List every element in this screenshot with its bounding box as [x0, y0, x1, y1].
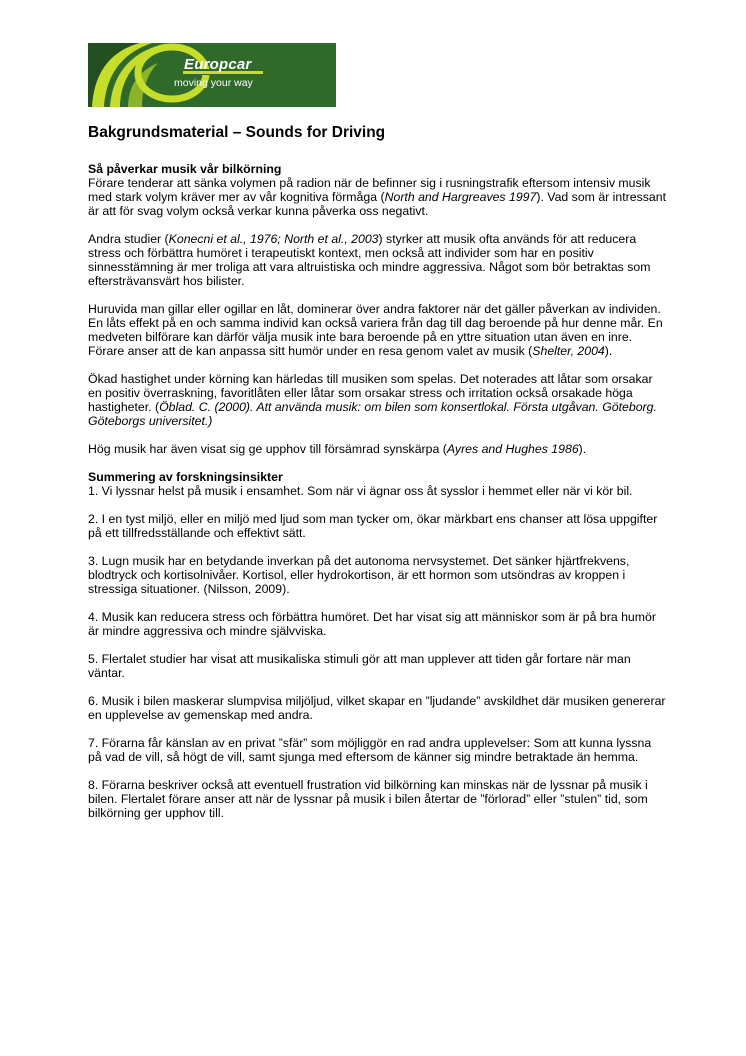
europcar-logo [88, 43, 336, 107]
citation: Ayres and Hughes 1986 [446, 442, 579, 456]
paragraph-5: Hög musik har även visat sig ge upphov till försämrad synskärpa (Ayres and Hughes 1986). [88, 442, 587, 456]
citation: North and Hargreaves 1997 [384, 190, 537, 204]
citation: Shelter, 2004 [532, 344, 605, 358]
logo-brand-text: Europcar [184, 56, 252, 73]
summary-item-8: 8. Förarna beskriver också att eventuell frustration vid bilkörning kan minskas när de lyssnar på musik i bilen. Flertalet förare anser att när de lyssnar på musik i bilen återtar de ”förlorad” eller ”stulen” tid, som bilkörning ger upphov till. [88, 778, 648, 820]
summary-item-6: 6. Musik i bilen maskerar slumpvisa miljöljud, vilket skapar en ”ljudande” avskildhet där musiken genererar en upplevelse av gemenskap med andra. [88, 694, 666, 722]
logo-swoosh-icon [88, 43, 336, 107]
summary-item-3: 3. Lugn musik har en betydande inverkan på det autonoma nervsystemet. Det sänker hjärtfrekvens, blodtryck och kortisolnivåer. Kortisol, eller hydrokortison, är ett hormon som utsöndras av kroppen i stressiga situationer. (Nilsson, 2009). [88, 554, 630, 596]
citation: Öblad. C. (2000). Att använda musik: om bilen som konsertlokal. Första utgåvan. Göteborg. Göteborgs universitet.) [88, 400, 657, 428]
summary-item-2: 2. I en tyst miljö, eller en miljö med ljud som man tycker om, ökar märkbart ens chanser att lösa uppgifter på ett tillfredsställande och effektivt sätt. [88, 512, 658, 540]
summary-item-5: 5. Flertalet studier har visat att musikaliska stimuli gör att man upplever att tiden går fortare när man väntar. [88, 652, 631, 680]
summary-item-1: 1. Vi lyssnar helst på musik i ensamhet. Som när vi ägnar oss åt sysslor i hemmet eller när vi kör bil. [88, 484, 633, 498]
page-title: Bakgrundsmaterial – Sounds for Driving [88, 124, 386, 141]
section-heading-effects: Så påverkar musik vår bilkörning [88, 162, 282, 176]
paragraph-1: Förare tenderar att sänka volymen på radion när de befinner sig i rusningstrafik eftersom intensiv musik med stark volym kräver mer av vår kognitiva förmåga (North and Hargreaves 1997). Vad som är intressant är att för svag volym också verkar kunna påverka oss negativt. [88, 176, 666, 218]
summary-item-4: 4. Musik kan reducera stress och förbättra humöret. Det har visat sig att människor som är på bra humör är mindre aggressiva och mindre självviska. [88, 610, 656, 638]
paragraph-3: Huruvida man gillar eller ogillar en låt, dominerar över andra faktorer när det gäller påverkan av individen. En låts effekt på en och samma individ kan också variera från dag till dag beroende på hur denne mår. En medveten bilförare kan därför välja musik inte bara beroende på en yttre situation utan även en inre. Förare anser att de kan anpassa sitt humör under en resa genom valet av musik (Shelter, 2004). [88, 302, 663, 358]
paragraph-2: Andra studier (Konecni et al., 1976; North et al., 2003) styrker att musik ofta används för att reducera stress och förbättra humöret i terapeutiskt kontext, men också att individer som har en positiv sinnesstämning är mer troliga att vara altruistiska och mindre aggressiva. Något som bör betraktas som eftersträvansvärt hos bilister. [88, 232, 651, 288]
logo-tagline: moving your way [174, 77, 253, 89]
document-body [88, 162, 668, 834]
citation: Konecni et al., 1976; North et al., 2003 [168, 232, 379, 246]
section-heading-summary: Summering av forskningsinsikter [88, 470, 283, 484]
paragraph-4: Ökad hastighet under körning kan härledas till musiken som spelas. Det noterades att låtar som orsakar en positiv överraskning, favoritlåten eller låtar som orsakar stress och irritation också orsakade höga hastigheter. (Öblad. C. (2000). Att använda musik: om bilen som konsertlokal. Första utgåvan. Göteborg. Göteborgs universitet.) [88, 372, 657, 428]
summary-item-7: 7. Förarna får känslan av en privat ”sfär” som möjliggör en rad andra upplevelser: Som att kunna lyssna på vad de vill, så högt de vill, samt sjunga med eftersom de känner sig mindre betraktade än hemma. [88, 736, 652, 764]
